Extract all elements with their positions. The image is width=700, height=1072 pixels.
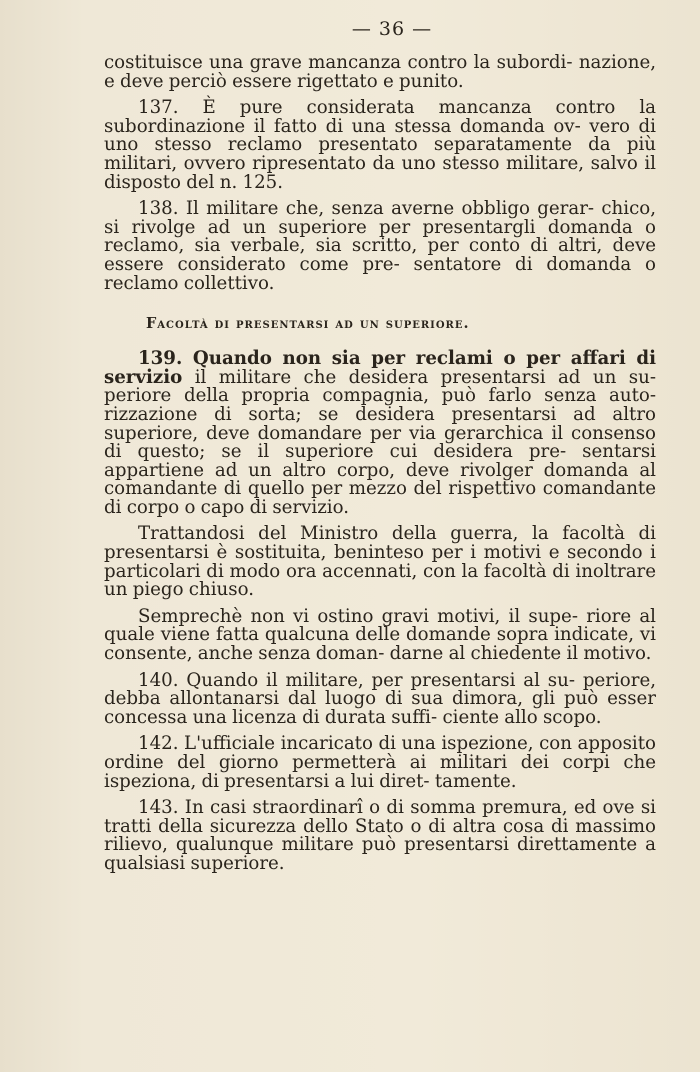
text-line: conto di altri, deve essere considerato come pre- (104, 235, 656, 275)
text-line: riore al quale viene fatta qualcuna delle domande (104, 605, 656, 646)
text-line: sopra indicate, vi consente, anche senza doman- (104, 624, 656, 665)
text-line: consenso di questo; se il superiore cui desidera pre- (104, 422, 656, 463)
text-line: nazione, e deve perciò essere rigettato e punito. (104, 52, 656, 92)
text-line: gli può esser concessa una licenza di durata suffi- (104, 688, 656, 728)
text-line: 142. L'ufficiale incaricato di una ispezione, con (138, 733, 578, 755)
text-line: da più militari, ovvero ripresentato da uno stesso (104, 134, 656, 174)
paragraph-p143 (104, 799, 656, 873)
text-line: ciente allo scopo. (442, 706, 602, 728)
text-line: periore, debba allontanarsi dal luogo di sua dimora, (104, 669, 656, 710)
text-line: sentarsi appartiene ad un altro corpo, deve rivolger (104, 441, 656, 481)
section-heading: Facoltà di presentarsi ad un superiore. (146, 315, 470, 333)
text-line: 140. Quando il militare, per presentarsi al su- (138, 669, 583, 691)
text-line: Trattandosi del Ministro della guerra, la facoltà (138, 523, 639, 545)
top-paragraphs (104, 54, 656, 293)
paragraph-p140 (104, 669, 656, 728)
text-line: 138. Il militare che, senza averne obbligo gerar- (138, 198, 602, 220)
text-line: cosa di massimo rilievo, qualunque militare può (104, 815, 657, 856)
paragraph-p139b (104, 525, 656, 599)
text-line: domanda o reclamo, sia verbale, sia scritto, per (104, 216, 656, 257)
paragraph-p142 (104, 735, 656, 791)
text-line: vero di uno stesso reclamo presentato separatamente (104, 115, 656, 156)
text-line: superiore, deve domandare per via gerarchica il (104, 422, 564, 444)
text-line: presentarsi direttamente a qualsiasi superiore. (104, 834, 656, 874)
text-line: rispettivo comandante di corpo o capo di servizio. (104, 478, 656, 518)
text-line: darne al chiedente il motivo. (389, 643, 652, 665)
text-line: la facoltà di inoltrare un piego chiuso. (104, 560, 656, 601)
text-line: e secondo i particolari di modo ora accennati, con (104, 542, 656, 582)
paragraph-p138 (104, 200, 656, 293)
paragraph-139-body (104, 367, 656, 518)
paragraph-p0 (104, 54, 656, 91)
text-line: 137. È pure considerata mancanza contro la (138, 97, 656, 119)
text-line: rizzazione di sorta; se desidera presentarsi ad altro (104, 403, 656, 425)
text-line: sentatore di domanda o reclamo collettivo. (104, 253, 656, 294)
text-line: costituisce una grave mancanza contro la subordi- (104, 52, 579, 73)
paragraph-p139c (104, 605, 656, 665)
paragraph-p137 (104, 99, 656, 192)
text-line: Semprechè non vi ostino gravi motivi, il supe- (138, 605, 587, 627)
text-line: apposito ordine del giorno permetterà ai militari (104, 733, 656, 773)
text-line: periore della propria compagnia, può farlo senza auto- (104, 385, 656, 407)
bottom-paragraphs (104, 525, 656, 873)
page-number: — 36 — (351, 18, 433, 40)
text-line: militare, salvo il disposto del n. 125. (104, 152, 656, 193)
text-line: domanda al comandante di quello per mezzo del (104, 459, 657, 500)
text-line: dei corpi che ispeziona, di presentarsi a lui diret- (104, 752, 656, 792)
paragraph-139 (104, 350, 656, 517)
text-line: tamente. (434, 770, 517, 792)
text-line: il militare che desidera presentarsi ad un su- (194, 366, 656, 388)
text-line: ed ove si tratti della sicurezza dello Stato o di altra (104, 797, 656, 837)
text-line: 143. In casi straordinarî o di somma premura, (138, 797, 574, 819)
text-line: subordinazione il fatto di una stessa domanda ov- (104, 115, 590, 137)
text-line: chico, si rivolge ad un superiore per presentargli (104, 198, 656, 238)
text-line: di presentarsi è sostituita, beninteso per i motivi (104, 523, 656, 564)
paragraph-139-lead: 139. Quando non sia per reclami o per affari di servizio (104, 348, 656, 388)
